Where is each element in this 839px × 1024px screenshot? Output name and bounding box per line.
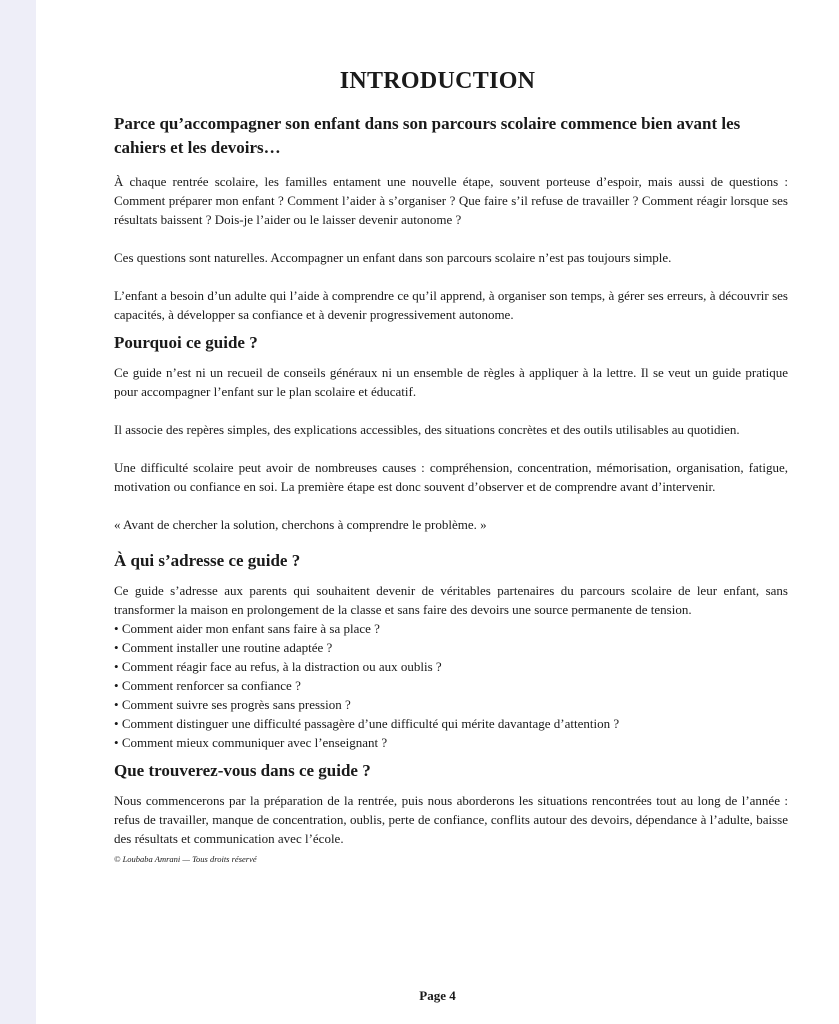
- page-number: Page 4: [419, 988, 456, 1003]
- list-item: • Comment réagir face au refus, à la distraction ou aux oublis ?: [114, 657, 788, 676]
- list-item: • Comment installer une routine adaptée ?: [114, 638, 788, 657]
- who-paragraph: Ce guide s’adresse aux parents qui souhaitent devenir de véritables partenaires du parcours scolaire de leur enfant, sans transformer la maison en prolongement de la classe et sans faire des devoirs une source permanente de tension.: [114, 583, 788, 617]
- question-list: [114, 619, 788, 752]
- why-paragraph-1: Ce guide n’est ni un recueil de conseils généraux ni un ensemble de règles à appliquer à la lettre. Il se veut un guide pratique pour accompagner l’enfant sur le plan scolaire et éducatif.: [114, 365, 788, 399]
- intro-paragraph-2: Ces questions sont naturelles. Accompagner un enfant dans son parcours scolaire n’est pas toujours simple.: [114, 250, 672, 265]
- what-paragraph: Nous commencerons par la préparation de la rentrée, puis nous aborderons les situations rencontrées tout au long de l’année : refus de travailler, manque de concentration, oublis, perte de confiance, conflits autour des devoirs, dépendance à l’adulte, baisse des résultats et communication avec l’école.: [114, 793, 788, 846]
- viewer-margin: [0, 0, 36, 1024]
- list-item: • Comment suivre ses progrès sans pression ?: [114, 695, 788, 714]
- lead-heading: Parce qu’accompagner son enfant dans son parcours scolaire commence bien avant les cahiers et les devoirs…: [114, 114, 741, 157]
- list-item: • Comment mieux communiquer avec l’enseignant ?: [114, 733, 788, 752]
- why-paragraph-3: Une difficulté scolaire peut avoir de nombreuses causes : compréhension, concentration, mémorisation, organisation, fatigue, motivation ou confiance en soi. La première étape est donc souvent d’observer et de comprendre avant d’intervenir.: [114, 460, 788, 494]
- section-heading-who: À qui s’adresse ce guide ?: [114, 551, 301, 570]
- section-heading-what: Que trouverez-vous dans ce guide ?: [114, 761, 371, 780]
- document-page: [36, 0, 839, 1024]
- intro-paragraph-3: L’enfant a besoin d’un adulte qui l’aide à comprendre ce qu’il apprend, à organiser son temps, à gérer ses erreurs, à découvrir ses capacités, à développer sa confiance et à devenir progressivement autonome.: [114, 288, 788, 322]
- list-item: • Comment aider mon enfant sans faire à sa place ?: [114, 619, 788, 638]
- page-content: [114, 112, 788, 864]
- copyright-notice: © Loubaba Amrani — Tous droits réservé: [114, 854, 257, 864]
- why-paragraph-2: Il associe des repères simples, des explications accessibles, des situations concrètes et des outils utilisables au quotidien.: [114, 422, 740, 437]
- list-item: • Comment distinguer une difficulté passagère d’une difficulté qui mérite davantage d’attention ?: [114, 714, 788, 733]
- quote: « Avant de chercher la solution, cherchons à comprendre le problème. »: [114, 517, 487, 532]
- list-item: • Comment renforcer sa confiance ?: [114, 676, 788, 695]
- intro-paragraph-1: À chaque rentrée scolaire, les familles entament une nouvelle étape, souvent porteuse d’espoir, mais aussi de questions : Comment préparer mon enfant ? Comment l’aider à s’organiser ? Que faire s’il refuse de travailler ? Comment réagir lorsque ses résultats baissent ? Dois-je l’aider ou le laisser devenir autonome ?: [114, 174, 788, 227]
- page-title: INTRODUCTION: [339, 68, 536, 94]
- section-heading-why: Pourquoi ce guide ?: [114, 333, 258, 352]
